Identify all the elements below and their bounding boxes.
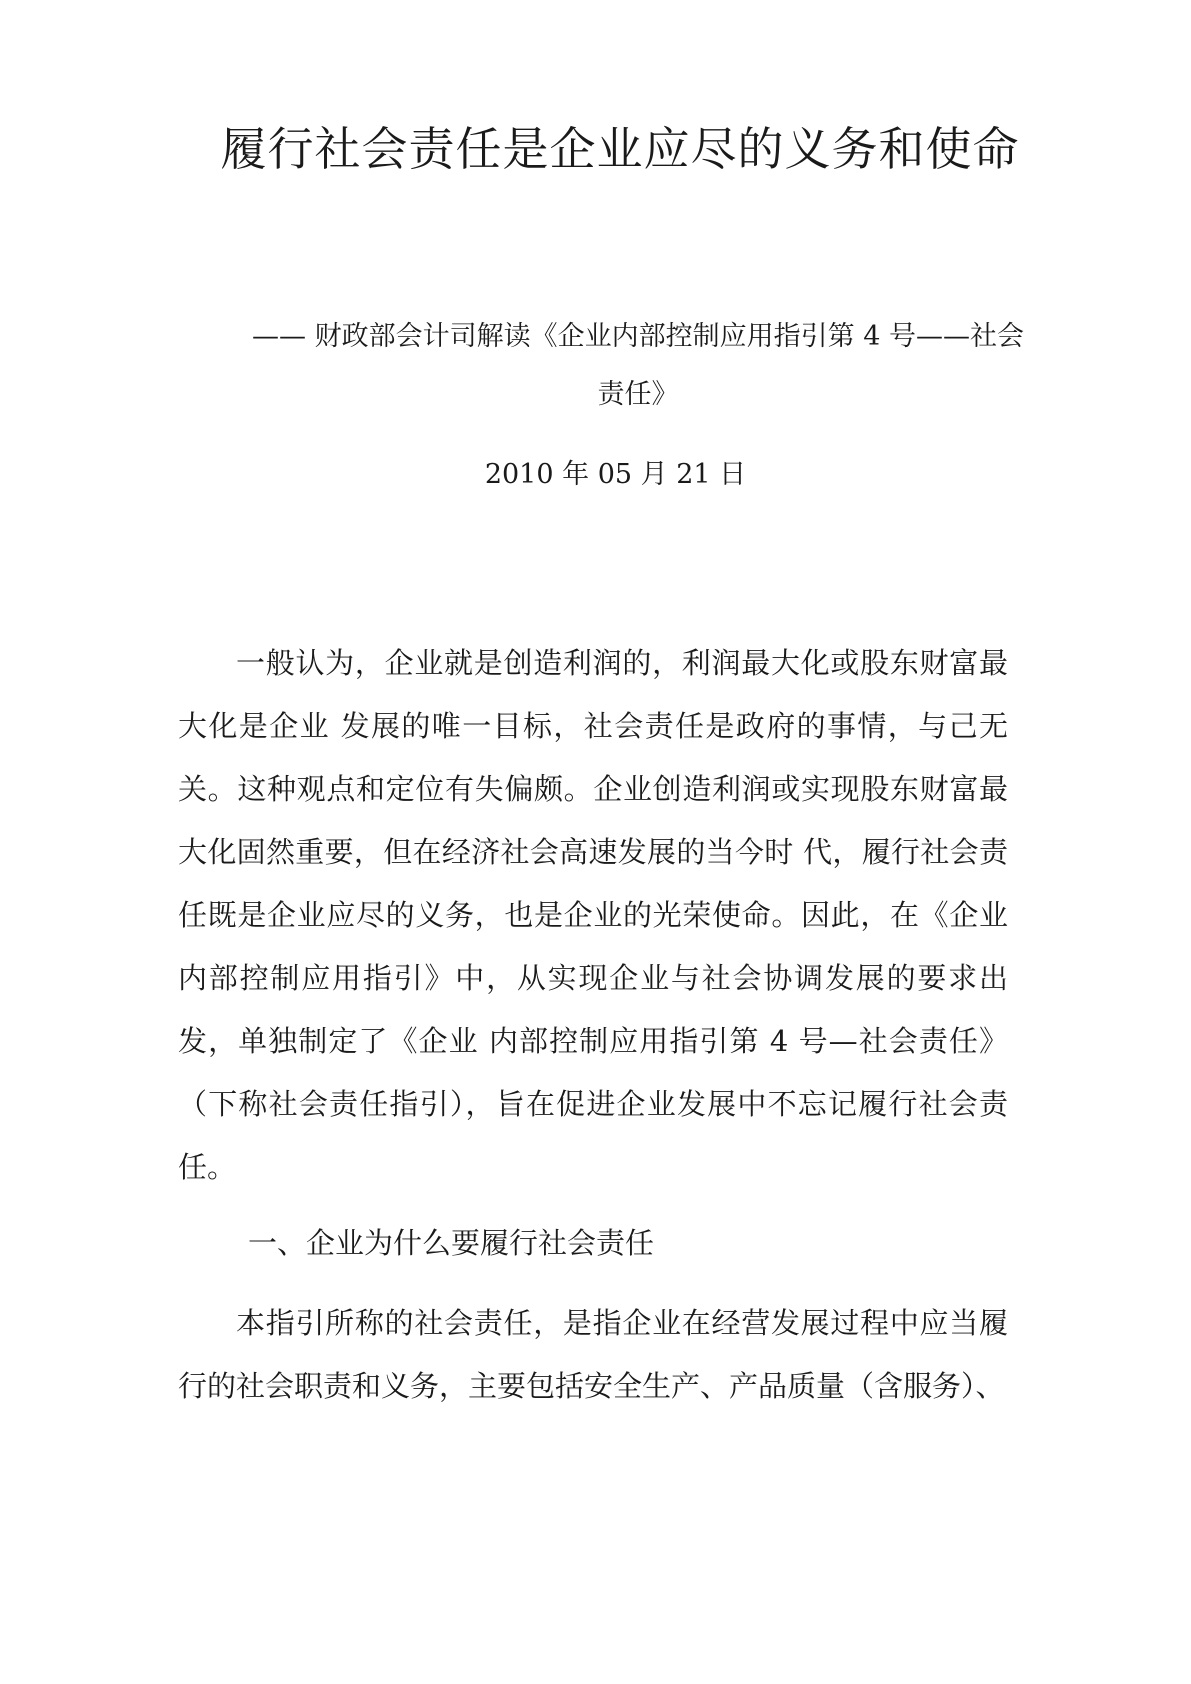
- section-heading: 一、企业为什么要履行社会责任: [248, 1226, 655, 1260]
- body-paragraph: 本指引所称的社会责任，是指企业在经营发展过程中应当履行的社会职责和义务，主要包括安全生产、产品质量（含服务）、: [178, 1306, 1008, 1403]
- document-title: 履行社会责任是企业应尽的义务和使命: [220, 122, 1020, 176]
- publish-date: 2010 年 05 月 21 日: [484, 459, 747, 490]
- document-subtitle: —— 财政部会计司解读《企业内部控制应用指引第 4 号——社会责任》: [252, 321, 1024, 410]
- body-paragraph: 一般认为，企业就是创造利润的，利润最大化或股东财富最大化是企业 发展的唯一目标，社会责任是政府的事情，与己无关。这种观点和定位有失偏颇。企业创造利润或实现股东财富最大化固然重要，但在经济社会高速发展的当今时 代，履行社会责任既是企业应尽的义务，也是企业的光荣使命。因此，在《企业内部控制应用指引》中，从实现企业与社会协调发展的要求出发，单独制定了《企业 内部控制应用指引第 4 号—社会责任》（下称社会责任指引），旨在促进企业发展中不忘记履行社会责任。: [178, 646, 1008, 1184]
